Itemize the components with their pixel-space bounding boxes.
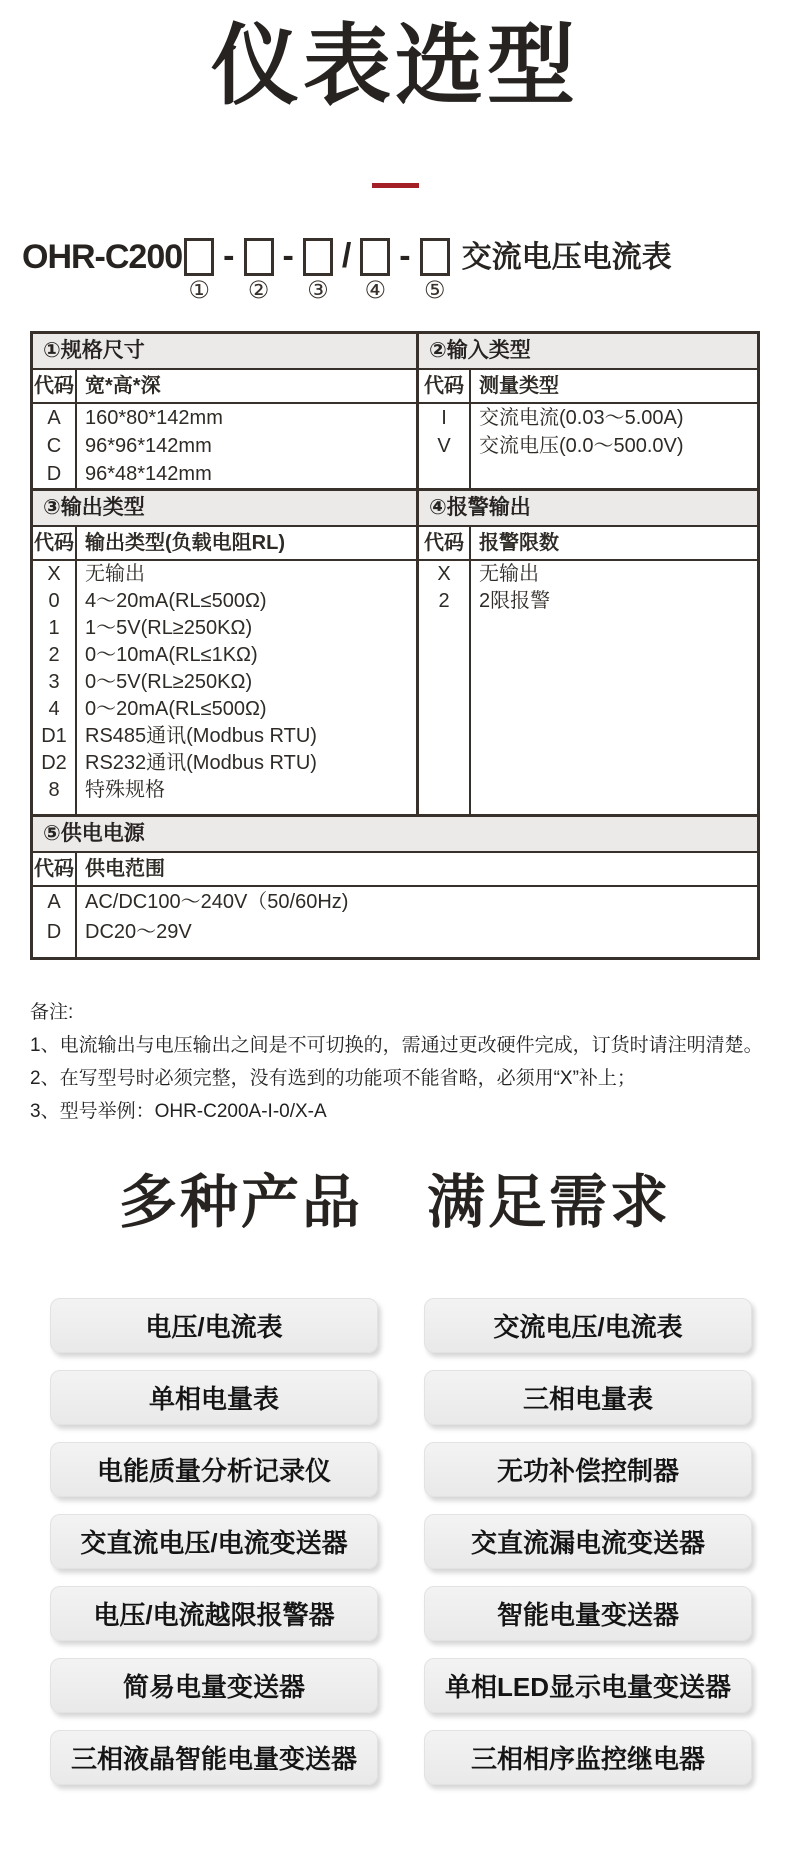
desc-cell: AC/DC100～240V（50/60Hz) (85, 890, 349, 913)
desc-cell: 无输出 (85, 562, 145, 585)
desc-col-header: 报警限数 (479, 531, 559, 554)
code-cell: A (33, 404, 77, 432)
size-rows (33, 404, 416, 488)
output-col-headers (33, 527, 416, 561)
input-col-headers (419, 370, 757, 404)
product-button-three-phase-lcd-transmitter[interactable]: 三相液晶智能电量变送器 (50, 1730, 378, 1785)
empty-row (33, 947, 757, 957)
code-cell: D1 (33, 723, 77, 750)
desc-cell: 96*48*142mm (85, 462, 212, 485)
size-col-headers (33, 370, 416, 404)
slot-marker-3: ③ (307, 276, 329, 304)
table-row (33, 460, 416, 488)
table-row (33, 917, 757, 947)
product-button-phase-sequence-relay[interactable]: 三相相序监控继电器 (424, 1730, 752, 1785)
table-row (419, 588, 757, 615)
code-cell: 1 (33, 615, 77, 642)
model-slot-4 (358, 238, 392, 303)
code-cell: X (419, 561, 471, 588)
product-button-three-phase-meter[interactable]: 三相电量表 (424, 1370, 752, 1425)
table-band-output-alarm (33, 491, 757, 817)
model-prefix: OHR-C200 (22, 237, 183, 276)
table-row (33, 750, 416, 777)
code-cell: 4 (33, 696, 77, 723)
code-cell: A (33, 887, 77, 917)
table-band-size-input (33, 334, 757, 491)
desc-cell: 交流电流(0.03～5.00A) (479, 406, 684, 429)
product-button-acdc-voltage-current-transmitter[interactable]: 交直流电压/电流变送器 (50, 1514, 378, 1569)
note-item-1: 1、电流输出与电压输出之间是不可切换的，需通过更改硬件完成，订货时请注明清楚。 (30, 1034, 763, 1056)
slot-marker-4: ④ (364, 276, 387, 304)
table-row (33, 588, 416, 615)
products-title-left: 多种产品 (118, 1169, 363, 1235)
product-button-reactive-compensation-controller[interactable]: 无功补偿控制器 (424, 1442, 752, 1497)
section-input (419, 334, 757, 488)
model-slot-box (420, 238, 450, 276)
separator-dash: - (282, 236, 294, 275)
desc-cell: 1～5V(RL≥250KΩ) (85, 616, 253, 639)
desc-cell: 0～20mA(RL≤500Ω) (85, 697, 267, 720)
model-slot-box (303, 238, 333, 276)
slot-marker-2: ② (247, 276, 270, 304)
product-button-limit-alarm[interactable]: 电压/电流越限报警器 (50, 1586, 378, 1641)
code-cell: I (419, 404, 471, 432)
empty-row (33, 804, 416, 814)
code-cell: X (33, 561, 77, 588)
code-cell: 2 (419, 588, 471, 615)
input-rows (419, 404, 757, 488)
separator-slash: / (341, 236, 352, 275)
desc-cell: RS232通讯(Modbus RTU) (85, 751, 317, 774)
table-row (33, 887, 757, 917)
products-title-right: 满足需求 (427, 1169, 672, 1235)
table-row (33, 561, 416, 588)
code-cell: C (33, 432, 77, 460)
code-cell: D (33, 917, 77, 947)
code-cell: 3 (33, 669, 77, 696)
power-col-headers (33, 853, 757, 887)
desc-cell: 交流电压(0.0～500.0V) (479, 434, 684, 457)
table-row (33, 432, 416, 460)
model-slot-box (184, 238, 214, 276)
slot-marker-5: ⑤ (423, 276, 446, 304)
desc-cell: 无输出 (479, 562, 539, 585)
product-button-smart-power-transmitter[interactable]: 智能电量变送器 (424, 1586, 752, 1641)
separator-dash: - (399, 236, 411, 275)
section-output-header: ③输出类型 (33, 491, 416, 527)
empty-row (419, 615, 757, 814)
desc-col-header: 宽*高*深 (85, 374, 161, 397)
model-slot-5 (418, 238, 452, 303)
products-title (0, 1168, 790, 1238)
code-col-header: 代码 (33, 853, 77, 885)
table-row (33, 642, 416, 669)
product-button-single-phase-meter[interactable]: 单相电量表 (50, 1370, 378, 1425)
desc-cell: DC20～29V (85, 920, 192, 943)
code-cell: 8 (33, 777, 77, 804)
code-cell: D2 (33, 750, 77, 777)
model-code-line (22, 238, 790, 303)
section-alarm (419, 491, 757, 814)
product-button-power-quality-recorder[interactable]: 电能质量分析记录仪 (50, 1442, 378, 1497)
desc-cell: 160*80*142mm (85, 406, 223, 429)
table-row (33, 669, 416, 696)
alarm-rows (419, 561, 757, 814)
notes-block (30, 996, 790, 1128)
desc-cell: 0～10mA(RL≤1KΩ) (85, 643, 258, 666)
code-cell: 0 (33, 588, 77, 615)
product-button-ac-voltage-current-meter[interactable]: 交流电压/电流表 (424, 1298, 752, 1353)
table-row (33, 777, 416, 804)
empty-row (419, 460, 757, 488)
section-output (33, 491, 419, 814)
code-cell: D (33, 460, 77, 488)
desc-cell: 特殊规格 (85, 778, 165, 801)
notes-label: 备注: (30, 1001, 74, 1023)
model-slot-2 (242, 238, 276, 303)
model-suffix: 交流电压电流表 (461, 240, 672, 274)
product-button-single-phase-led-transmitter[interactable]: 单相LED显示电量变送器 (424, 1658, 752, 1713)
desc-cell: RS485通讯(Modbus RTU) (85, 724, 317, 747)
product-grid (50, 1298, 752, 1785)
code-col-header: 代码 (33, 527, 77, 559)
section-size (33, 334, 419, 488)
product-button-voltage-current-meter[interactable]: 电压/电流表 (50, 1298, 378, 1353)
table-row (33, 404, 416, 432)
model-slot-1 (182, 238, 216, 303)
power-rows (33, 887, 757, 957)
alarm-col-headers (419, 527, 757, 561)
section-size-header: ①规格尺寸 (33, 334, 416, 370)
product-button-simple-power-transmitter[interactable]: 简易电量变送器 (50, 1658, 378, 1713)
table-band-power (33, 817, 757, 957)
note-item-3: 3、型号举例：OHR-C200A-I-0/X-A (30, 1100, 327, 1122)
model-slot-3 (301, 238, 335, 303)
red-divider (372, 183, 419, 188)
table-row (33, 696, 416, 723)
desc-col-header: 测量类型 (479, 374, 559, 397)
desc-cell: 2限报警 (479, 589, 551, 612)
section-alarm-header: ④报警输出 (419, 491, 757, 527)
section-input-header: ②输入类型 (419, 334, 757, 370)
desc-cell: 4～20mA(RL≤500Ω) (85, 589, 267, 612)
code-col-header: 代码 (419, 527, 471, 559)
desc-col-header: 输出类型(负载电阻RL) (85, 531, 285, 554)
section-power (33, 817, 757, 957)
code-col-header: 代码 (419, 370, 471, 402)
desc-cell: 0～5V(RL≥250KΩ) (85, 670, 253, 693)
note-item-2: 2、在写型号时必须完整，没有选到的功能项不能省略，必须用“X”补上； (30, 1067, 636, 1089)
code-col-header: 代码 (33, 370, 77, 402)
section-power-header: ⑤供电电源 (33, 817, 757, 853)
separator-dash: - (223, 236, 235, 275)
table-row (419, 561, 757, 588)
model-slot-box (360, 238, 390, 276)
desc-col-header: 供电范围 (85, 857, 165, 880)
table-row (33, 723, 416, 750)
output-rows (33, 561, 416, 814)
code-cell: 2 (33, 642, 77, 669)
table-row (419, 432, 757, 460)
code-cell: V (419, 432, 471, 460)
model-slot-box (244, 238, 274, 276)
page-title: 仪表选型 (210, 16, 579, 115)
product-button-acdc-leakage-current-transmitter[interactable]: 交直流漏电流变送器 (424, 1514, 752, 1569)
desc-cell: 96*96*142mm (85, 434, 212, 457)
model-spec-table (30, 331, 760, 960)
slot-marker-1: ① (188, 276, 210, 304)
table-row (419, 404, 757, 432)
table-row (33, 615, 416, 642)
